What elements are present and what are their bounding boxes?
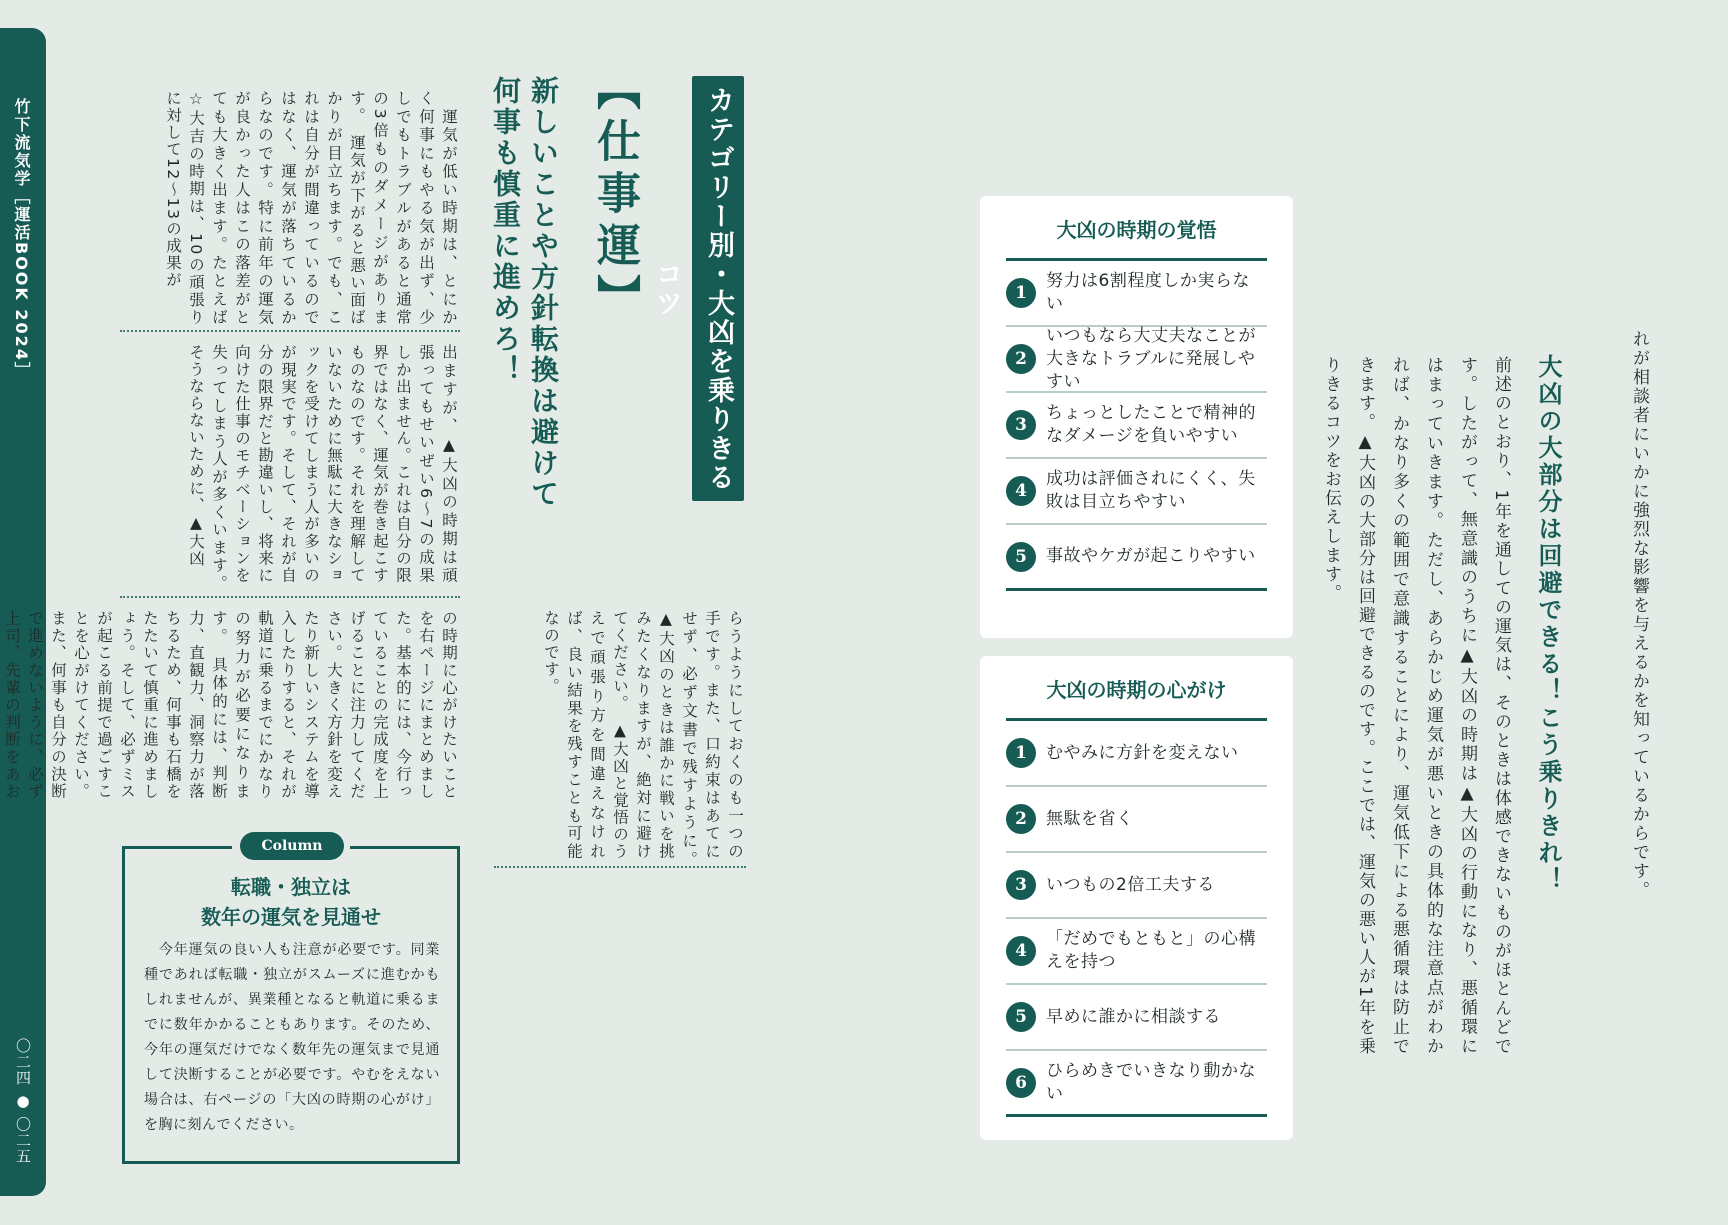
number-badge: 2 [1006, 344, 1036, 374]
number-badge: 5 [1006, 542, 1036, 572]
column-label: Column [240, 832, 344, 860]
list-item-text: ちょっとしたことで精神的なダメージを負いやすい [1046, 403, 1256, 446]
list-item-text: 早めに誰かに相談する [1046, 1006, 1221, 1027]
list-item [1006, 721, 1267, 787]
card-list [1006, 721, 1267, 1117]
list-item [1006, 787, 1267, 853]
headline-line-1: 新しいことや方針転換は避けて [527, 76, 560, 510]
list-item [1006, 1051, 1267, 1117]
number-badge: 1 [1006, 278, 1036, 308]
number-badge: 6 [1006, 1068, 1036, 1098]
list-item-text: いつもなら大丈夫なことが大きなトラブルに発展しやすい [1046, 325, 1256, 392]
body-text-3: の時期に心がけたいことを右ページにまとめました。基本的には、今行っていることの完成度を上げることに注力してください。大きく方針を変えたり新しいシステムを導入したりすると、それが軌道に乗るまでにかなりの努力が必要になります。 具体的には、判断力、直観力、洞察力が落ちるため、何事も石橋をたたいて慎重に進めましょう。そして、必ずミスが起こる前提で過ごすことを心がけてください。また、何事も自分の決断で進めないように、必ず上司、先輩の判断をあお [3, 610, 458, 800]
number-badge: 3 [1006, 870, 1036, 900]
dotted-divider [494, 866, 746, 868]
column-title-line-1: 転職・独立は [231, 875, 351, 899]
list-item [1006, 261, 1267, 327]
number-badge: 3 [1006, 410, 1036, 440]
column-title [122, 872, 460, 932]
right-body-text: 前述のとおり、1年を通しての運気は、そのときは体感できないものがほとんどです。したがって、無意識のうちに▲大凶の時期は▲大凶の行動になり、悪循環にはまっていきます。ただし、あらかじめ運気が悪いときの具体的な注意点がわかれば、かなり多くの範囲で意識することにより、運気低下による悪循環は防止できます。▲大凶の大部分は回避できるのです。ここでは、運気の悪い人が1年を乗りきるコツをお伝えします。 [1321, 356, 1511, 1056]
headline-line-2: 何事も慎重に進めろ！ [489, 76, 522, 386]
page-numbers: 〇二四 ● 〇二五 [14, 1038, 32, 1165]
list-item-text: 努力は6割程度しか実らない [1046, 271, 1250, 314]
number-badge: 5 [1006, 1002, 1036, 1032]
card-mindset [980, 656, 1293, 1140]
right-intro-text: れが相談者にいかに強烈な影響を与えるかを知っているからです。 [1629, 330, 1649, 900]
right-headline: 大凶の大部分は回避できる！こう乗りきれ！ [1534, 354, 1562, 894]
card-title: 大凶の時期の覚悟 [1006, 196, 1267, 261]
card-resolve [980, 196, 1293, 638]
list-item [1006, 459, 1267, 525]
body-text-1: 運気が低い時期は、とにかく何事にもやる気が出ず、少しでもトラブルがあると通常の3倍ものダメージがあります。 運気が下がると悪い面ばかりが目立ちます。でも、これは自分が間違っているのではなく、運気が落ちているからなのです。特に前年の運気が良かった人はこの落差がとても大きく出ます。たとえば☆大吉の時期は、10の頑張りに対して12〜13の成果が [164, 90, 458, 326]
body-text-2: 出ますが、▲大凶の時期は頑張ってもせいぜい6〜7の成果しか出ません。これは自分の限界ではなく、運気が巻き起こすものなのです。それを理解していないために無駄に大きなショックを受けてしまう人が多いのが現実です。そして、それが自分の限界だと勘違いし、将来に向けた仕事のモチベーションを失ってしまう人が多くいます。 そうならないために、▲大凶 [187, 344, 458, 601]
column-box-border [350, 846, 460, 849]
list-item-text: いつもの2倍工夫する [1046, 874, 1215, 895]
list-item-text: 無駄を省く [1046, 808, 1134, 829]
category-banner: カテゴリー別・大凶を乗りきるコツ [692, 76, 744, 501]
list-item [1006, 919, 1267, 985]
number-badge: 1 [1006, 738, 1036, 768]
number-badge: 2 [1006, 804, 1036, 834]
list-item-text: 「だめでもともと」の心構えを持つ [1046, 929, 1256, 972]
body-text-4: らうようにしておくのも一つの手です。また、口約束はあてにせず、必ず文書で残すように。 ▲大凶のときは誰かに戦いを挑みたくなりますが、絶対に避けてください。 ▲大凶と覚悟のうえで頑張り方を間違えなければ、良い結果を残すことも可能なのです。 [542, 610, 744, 877]
card-title: 大凶の時期の心がけ [1006, 656, 1267, 721]
section-title: 【仕事運】 [589, 66, 640, 326]
dotted-divider [120, 330, 460, 332]
list-item [1006, 393, 1267, 459]
number-badge: 4 [1006, 936, 1036, 966]
list-item [1006, 985, 1267, 1051]
list-item [1006, 853, 1267, 919]
column-body: 今年運気の良い人も注意が必要です。同業種であれば転職・独立がスムーズに進むかもしれませんが、異業種となると軌道に乗るまでに数年かかることもあります。そのため、今年の運気だけでなく数年先の運気まで見通して決断することが必要です。やむをえない場合は、右ページの「大凶の時期の心がけ」を胸に刻んでください。 [144, 942, 440, 1133]
list-item-text: 事故やケガが起こりやすい [1046, 546, 1256, 566]
number-badge: 4 [1006, 476, 1036, 506]
list-item-text: むやみに方針を変えない [1046, 742, 1239, 763]
column-title-line-2: 数年の運気を見通せ [201, 905, 381, 929]
column-box-border [122, 846, 232, 849]
dotted-divider [120, 596, 460, 598]
list-item-text: 成功は評価されにくく、失敗は目立ちやすい [1046, 469, 1256, 512]
card-list [1006, 261, 1267, 591]
list-item-text: ひらめきでいきなり動かない [1046, 1060, 1256, 1104]
list-item [1006, 525, 1267, 591]
list-item [1006, 327, 1267, 393]
book-title: 竹下流気学［運活BOOK 2024］ [12, 98, 31, 380]
